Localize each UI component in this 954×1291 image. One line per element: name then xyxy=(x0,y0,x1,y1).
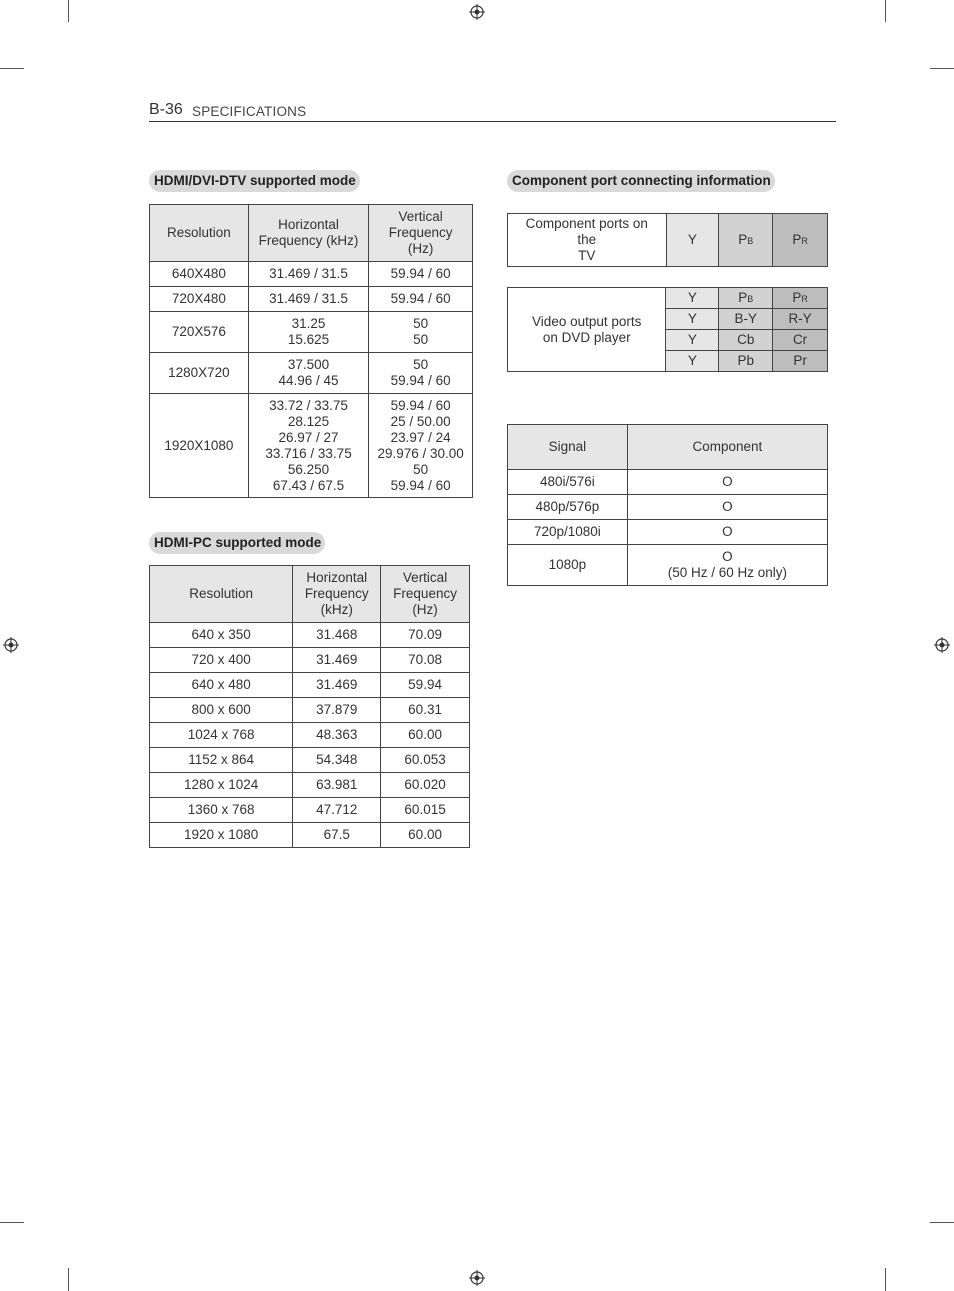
registration-mark-icon xyxy=(934,637,950,653)
port-y: Y xyxy=(666,330,719,351)
table-cell: 67.5 xyxy=(293,823,381,848)
table-cell: 720p/1080i xyxy=(508,520,628,545)
table-cell: 31.469 xyxy=(293,648,381,673)
column-header: Vertical Frequency (Hz) xyxy=(381,566,470,623)
table-cell: 50 50 xyxy=(369,312,473,353)
port-pr xyxy=(773,214,828,267)
table-cell: O xyxy=(627,495,827,520)
table-cell: 70.08 xyxy=(381,648,470,673)
page-number: B-36 xyxy=(149,101,183,118)
table-cell: O xyxy=(627,470,827,495)
registration-mark-icon xyxy=(469,1270,485,1286)
table-cell: 640 x 350 xyxy=(150,623,293,648)
port-y: Y xyxy=(666,288,719,309)
port-pb: Pb xyxy=(719,351,773,372)
table-row xyxy=(150,798,470,823)
port-pb: Cb xyxy=(719,330,773,351)
port-pr-sub: R xyxy=(801,235,808,246)
port-pb xyxy=(719,214,773,267)
port-pb-main: P xyxy=(738,231,748,247)
table-cell: 480i/576i xyxy=(508,470,628,495)
table-cell: 31.25 15.625 xyxy=(248,312,369,353)
table-cell: 1280 x 1024 xyxy=(150,773,293,798)
header-divider xyxy=(149,121,836,122)
table-row xyxy=(508,214,828,267)
port-pb-sub: B xyxy=(747,235,754,246)
crop-mark xyxy=(0,1222,24,1223)
column-header: Horizontal Frequency (kHz) xyxy=(293,566,381,623)
table-row xyxy=(150,312,473,353)
table-cell: 37.500 44.96 / 45 xyxy=(248,353,369,394)
table-header-row xyxy=(150,566,470,623)
tv-ports-table xyxy=(507,213,828,267)
tv-ports-label: Component ports on the TV xyxy=(508,214,667,267)
hdmi-dtv-title: HDMI/DVI-DTV supported mode xyxy=(149,170,360,192)
table-row xyxy=(150,394,473,498)
table-row xyxy=(150,287,473,312)
port-pr: Cr xyxy=(773,330,828,351)
table-cell: 63.981 xyxy=(293,773,381,798)
crop-mark xyxy=(930,68,954,69)
table-row xyxy=(150,748,470,773)
column-header: Resolution xyxy=(150,566,293,623)
table-row xyxy=(150,723,470,748)
signal-table xyxy=(507,424,828,586)
table-row xyxy=(150,673,470,698)
table-row xyxy=(150,773,470,798)
port-y: Y xyxy=(666,309,719,330)
table-row xyxy=(508,470,828,495)
hdmi-pc-title: HDMI-PC supported mode xyxy=(149,532,325,554)
table-row xyxy=(150,823,470,848)
port-pr-main: P xyxy=(792,289,802,305)
table-cell: 60.00 xyxy=(381,823,470,848)
table-cell: 50 59.94 / 60 xyxy=(369,353,473,394)
crop-mark xyxy=(930,1222,954,1223)
table-cell: O (50 Hz / 60 Hz only) xyxy=(627,545,827,586)
crop-mark xyxy=(885,0,886,22)
crop-mark xyxy=(68,1268,69,1291)
table-cell: 1920X1080 xyxy=(150,394,249,498)
port-pb: B-Y xyxy=(719,309,773,330)
table-header-row xyxy=(150,205,473,262)
table-cell: 60.053 xyxy=(381,748,470,773)
table-cell: 54.348 xyxy=(293,748,381,773)
table-cell: 31.468 xyxy=(293,623,381,648)
table-cell: 800 x 600 xyxy=(150,698,293,723)
table-cell: 720X576 xyxy=(150,312,249,353)
column-header: Signal xyxy=(508,425,628,470)
registration-mark-icon xyxy=(469,4,485,20)
table-row xyxy=(508,288,828,309)
table-row xyxy=(150,623,470,648)
table-cell: 640X480 xyxy=(150,262,249,287)
table-cell: 60.015 xyxy=(381,798,470,823)
table-cell: 480p/576p xyxy=(508,495,628,520)
table-cell: O xyxy=(627,520,827,545)
table-cell: 1360 x 768 xyxy=(150,798,293,823)
table-cell: 31.469 / 31.5 xyxy=(248,287,369,312)
column-header: Resolution xyxy=(150,205,249,262)
port-pr: Pr xyxy=(773,351,828,372)
table-row xyxy=(150,648,470,673)
table-cell: 1280X720 xyxy=(150,353,249,394)
port-pr xyxy=(773,288,828,309)
table-cell: 37.879 xyxy=(293,698,381,723)
dvd-ports-table xyxy=(507,287,828,372)
column-header: Horizontal Frequency (kHz) xyxy=(248,205,369,262)
table-row xyxy=(508,545,828,586)
table-cell: 60.020 xyxy=(381,773,470,798)
table-cell: 60.00 xyxy=(381,723,470,748)
crop-mark xyxy=(0,68,24,69)
table-cell: 59.94 xyxy=(381,673,470,698)
port-pb xyxy=(719,288,773,309)
crop-mark xyxy=(885,1268,886,1291)
table-row xyxy=(150,353,473,394)
table-cell: 59.94 / 60 25 / 50.00 23.97 / 24 29.976 / 30.00 50 59.94 / 60 xyxy=(369,394,473,498)
table-cell: 60.31 xyxy=(381,698,470,723)
section-title: SPECIFICATIONS xyxy=(192,104,307,119)
registration-mark-icon xyxy=(3,637,19,653)
crop-mark xyxy=(68,0,69,22)
column-header: Component xyxy=(627,425,827,470)
hdmi-pc-table xyxy=(149,565,470,848)
table-cell: 48.363 xyxy=(293,723,381,748)
table-cell: 31.469 xyxy=(293,673,381,698)
table-header-row xyxy=(508,425,828,470)
port-pr-main: P xyxy=(792,231,802,247)
port-pb-sub: B xyxy=(747,293,754,304)
component-info-title: Component port connecting information xyxy=(507,170,775,192)
table-row xyxy=(150,262,473,287)
table-cell: 720X480 xyxy=(150,287,249,312)
port-y: Y xyxy=(666,351,719,372)
table-row xyxy=(508,495,828,520)
table-row xyxy=(508,520,828,545)
table-cell: 1024 x 768 xyxy=(150,723,293,748)
table-cell: 1152 x 864 xyxy=(150,748,293,773)
hdmi-dtv-table xyxy=(149,204,473,498)
table-cell: 640 x 480 xyxy=(150,673,293,698)
port-pr-sub: R xyxy=(801,293,808,304)
table-cell: 33.72 / 33.75 28.125 26.97 / 27 33.716 / 33.75 56.250 67.43 / 67.5 xyxy=(248,394,369,498)
table-cell: 59.94 / 60 xyxy=(369,262,473,287)
table-cell: 59.94 / 60 xyxy=(369,287,473,312)
table-cell: 31.469 / 31.5 xyxy=(248,262,369,287)
port-y: Y xyxy=(666,214,719,267)
port-pr: R-Y xyxy=(773,309,828,330)
table-cell: 720 x 400 xyxy=(150,648,293,673)
column-header: Vertical Frequency (Hz) xyxy=(369,205,473,262)
dvd-ports-label: Video output ports on DVD player xyxy=(508,288,666,372)
table-row xyxy=(150,698,470,723)
table-cell: 47.712 xyxy=(293,798,381,823)
table-cell: 1080p xyxy=(508,545,628,586)
table-cell: 1920 x 1080 xyxy=(150,823,293,848)
port-pb-main: P xyxy=(738,289,748,305)
table-cell: 70.09 xyxy=(381,623,470,648)
